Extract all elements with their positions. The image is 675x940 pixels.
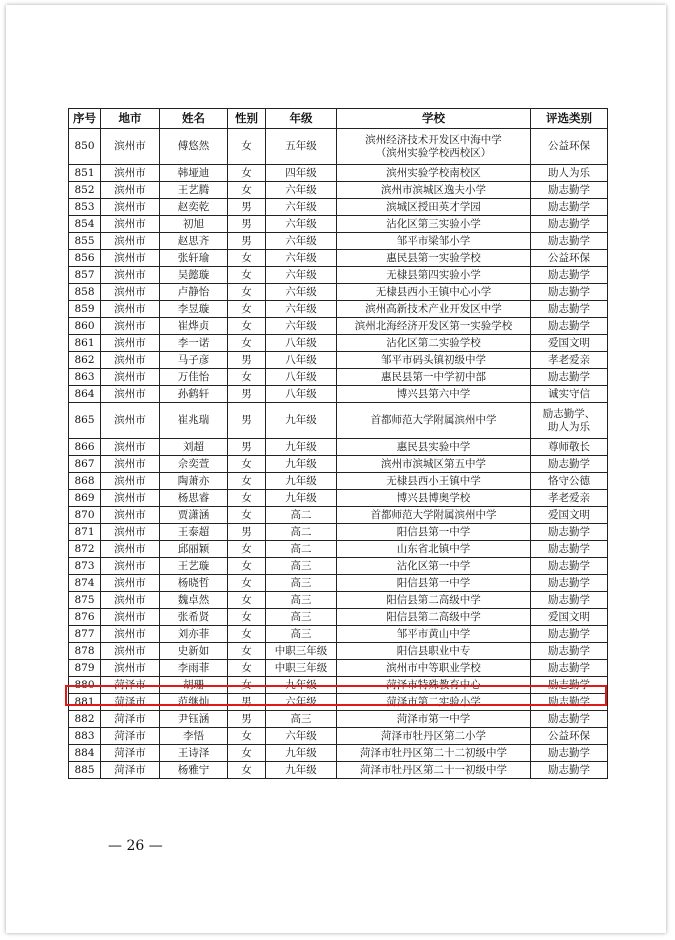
gender-cell: 女 xyxy=(228,558,266,575)
category-cell: 励志勤学 xyxy=(531,643,608,660)
city-cell: 滨州市 xyxy=(101,592,160,609)
serial-cell: 878 xyxy=(69,643,101,660)
city-cell: 滨州市 xyxy=(101,386,160,403)
table-row xyxy=(69,541,608,558)
school-cell: 博兴县博奥学校 xyxy=(337,490,531,507)
category-cell: 爱国文明 xyxy=(531,335,608,352)
table-row xyxy=(69,762,608,779)
school-cell: 邹平市码头镇初级中学 xyxy=(337,352,531,369)
school-cell: 阳信县职业中专 xyxy=(337,643,531,660)
gender-cell: 男 xyxy=(228,524,266,541)
grade-cell: 高三 xyxy=(266,575,337,592)
serial-cell: 867 xyxy=(69,456,101,473)
serial-cell: 861 xyxy=(69,335,101,352)
category-cell: 诚实守信 xyxy=(531,386,608,403)
grade-cell: 六年级 xyxy=(266,301,337,318)
city-cell: 滨州市 xyxy=(101,301,160,318)
table-row xyxy=(69,626,608,643)
serial-cell: 859 xyxy=(69,301,101,318)
gender-cell: 女 xyxy=(228,369,266,386)
gender-cell: 男 xyxy=(228,439,266,456)
header-grade: 年级 xyxy=(266,109,337,129)
table-row xyxy=(69,284,608,301)
name-cell: 刘超 xyxy=(160,439,228,456)
name-cell: 胡珊 xyxy=(160,677,228,694)
category-cell: 公益环保 xyxy=(531,728,608,745)
serial-cell: 855 xyxy=(69,233,101,250)
serial-cell: 870 xyxy=(69,507,101,524)
name-cell: 杨思睿 xyxy=(160,490,228,507)
serial-cell: 863 xyxy=(69,369,101,386)
school-cell: 邹平市黄山中学 xyxy=(337,626,531,643)
table-row xyxy=(69,745,608,762)
gender-cell: 女 xyxy=(228,660,266,677)
serial-cell: 876 xyxy=(69,609,101,626)
header-serial: 序号 xyxy=(69,109,101,129)
name-cell: 崔烨贞 xyxy=(160,318,228,335)
grade-cell: 九年级 xyxy=(266,403,337,439)
name-cell: 范继灿 xyxy=(160,694,228,711)
grade-cell: 九年级 xyxy=(266,473,337,490)
school-cell: 无棣县第四实验小学 xyxy=(337,267,531,284)
table-row xyxy=(69,129,608,165)
serial-cell: 862 xyxy=(69,352,101,369)
gender-cell: 女 xyxy=(228,318,266,335)
city-cell: 滨州市 xyxy=(101,267,160,284)
grade-cell: 八年级 xyxy=(266,352,337,369)
grade-cell: 高三 xyxy=(266,592,337,609)
school-cell: 沾化区第三实验小学 xyxy=(337,216,531,233)
school-cell: 沾化区第一中学 xyxy=(337,558,531,575)
category-cell: 励志勤学 xyxy=(531,524,608,541)
category-cell: 励志勤学 xyxy=(531,233,608,250)
serial-cell: 858 xyxy=(69,284,101,301)
gender-cell: 男 xyxy=(228,711,266,728)
gender-cell: 男 xyxy=(228,352,266,369)
grade-cell: 高二 xyxy=(266,541,337,558)
name-cell: 初旭 xyxy=(160,216,228,233)
name-cell: 卢静怡 xyxy=(160,284,228,301)
school-cell: 菏泽市牡丹区第二十一初级中学 xyxy=(337,762,531,779)
name-cell: 王泰超 xyxy=(160,524,228,541)
school-cell: 博兴县第六中学 xyxy=(337,386,531,403)
grade-cell: 六年级 xyxy=(266,267,337,284)
serial-cell: 884 xyxy=(69,745,101,762)
city-cell: 菏泽市 xyxy=(101,694,160,711)
table-row xyxy=(69,490,608,507)
city-cell: 菏泽市 xyxy=(101,728,160,745)
table-body xyxy=(69,129,608,779)
grade-cell: 中职三年级 xyxy=(266,660,337,677)
serial-cell: 882 xyxy=(69,711,101,728)
grade-cell: 八年级 xyxy=(266,335,337,352)
serial-cell: 854 xyxy=(69,216,101,233)
header-school: 学校 xyxy=(337,109,531,129)
table-row xyxy=(69,369,608,386)
table-row xyxy=(69,267,608,284)
school-cell: 滨城区授田英才学园 xyxy=(337,199,531,216)
grade-cell: 六年级 xyxy=(266,233,337,250)
grade-cell: 高三 xyxy=(266,609,337,626)
category-cell: 助人为乐 xyxy=(531,165,608,182)
category-cell: 公益环保 xyxy=(531,129,608,165)
category-cell: 励志勤学 xyxy=(531,301,608,318)
gender-cell: 女 xyxy=(228,473,266,490)
serial-cell: 852 xyxy=(69,182,101,199)
city-cell: 滨州市 xyxy=(101,609,160,626)
category-cell: 励志勤学 xyxy=(531,216,608,233)
category-cell: 励志勤学 xyxy=(531,660,608,677)
grade-cell: 六年级 xyxy=(266,216,337,233)
table-row xyxy=(69,403,608,439)
table-row xyxy=(69,711,608,728)
school-cell: 滨州市滨城区逸夫小学 xyxy=(337,182,531,199)
city-cell: 滨州市 xyxy=(101,129,160,165)
name-cell: 贾潇涵 xyxy=(160,507,228,524)
table-row xyxy=(69,473,608,490)
header-city: 地市 xyxy=(101,109,160,129)
table-row xyxy=(69,660,608,677)
city-cell: 滨州市 xyxy=(101,660,160,677)
city-cell: 滨州市 xyxy=(101,216,160,233)
school-cell: 菏泽市牡丹区第二十二初级中学 xyxy=(337,745,531,762)
page-number: — 26 — xyxy=(108,838,163,854)
school-cell: 滨州市滨城区第五中学 xyxy=(337,456,531,473)
serial-cell: 857 xyxy=(69,267,101,284)
city-cell: 滨州市 xyxy=(101,558,160,575)
table-row xyxy=(69,199,608,216)
name-cell: 万佳怡 xyxy=(160,369,228,386)
category-cell: 励志勤学 xyxy=(531,558,608,575)
school-cell: 滨州实验学校南校区 xyxy=(337,165,531,182)
gender-cell: 女 xyxy=(228,575,266,592)
name-cell: 史新如 xyxy=(160,643,228,660)
category-cell: 励志勤学 xyxy=(531,575,608,592)
school-cell: 滨州经济技术开发区中海中学 （滨州实验学校西校区） xyxy=(337,129,531,165)
category-cell: 励志勤学 xyxy=(531,182,608,199)
grade-cell: 六年级 xyxy=(266,284,337,301)
category-cell: 励志勤学 xyxy=(531,541,608,558)
city-cell: 滨州市 xyxy=(101,490,160,507)
name-cell: 傅悠然 xyxy=(160,129,228,165)
city-cell: 滨州市 xyxy=(101,473,160,490)
school-cell: 惠民县实验中学 xyxy=(337,439,531,456)
grade-cell: 六年级 xyxy=(266,250,337,267)
school-cell: 惠民县第一实验学校 xyxy=(337,250,531,267)
gender-cell: 男 xyxy=(228,403,266,439)
header-name: 姓名 xyxy=(160,109,228,129)
name-cell: 刘亦菲 xyxy=(160,626,228,643)
serial-cell: 883 xyxy=(69,728,101,745)
serial-cell: 872 xyxy=(69,541,101,558)
category-cell: 励志勤学、 助人为乐 xyxy=(531,403,608,439)
name-cell: 佘奕萱 xyxy=(160,456,228,473)
city-cell: 滨州市 xyxy=(101,541,160,558)
city-cell: 滨州市 xyxy=(101,352,160,369)
school-cell: 滨州市中等职业学校 xyxy=(337,660,531,677)
gender-cell: 女 xyxy=(228,507,266,524)
city-cell: 菏泽市 xyxy=(101,711,160,728)
grade-cell: 六年级 xyxy=(266,318,337,335)
table-row xyxy=(69,182,608,199)
category-cell: 励志勤学 xyxy=(531,369,608,386)
category-cell: 尊师敬长 xyxy=(531,439,608,456)
school-cell: 惠民县第一中学初中部 xyxy=(337,369,531,386)
serial-cell: 860 xyxy=(69,318,101,335)
school-cell: 菏泽市第二实验小学 xyxy=(337,694,531,711)
serial-cell: 885 xyxy=(69,762,101,779)
grade-cell: 高二 xyxy=(266,507,337,524)
category-cell: 励志勤学 xyxy=(531,694,608,711)
school-cell: 阳信县第一中学 xyxy=(337,524,531,541)
school-cell: 沾化区第二实验学校 xyxy=(337,335,531,352)
gender-cell: 女 xyxy=(228,129,266,165)
gender-cell: 女 xyxy=(228,728,266,745)
name-cell: 李一诺 xyxy=(160,335,228,352)
category-cell: 励志勤学 xyxy=(531,711,608,728)
city-cell: 滨州市 xyxy=(101,507,160,524)
serial-cell: 856 xyxy=(69,250,101,267)
serial-cell: 850 xyxy=(69,129,101,165)
name-cell: 杨雅宁 xyxy=(160,762,228,779)
city-cell: 滨州市 xyxy=(101,524,160,541)
serial-cell: 880 xyxy=(69,677,101,694)
table-row xyxy=(69,524,608,541)
city-cell: 滨州市 xyxy=(101,318,160,335)
gender-cell: 女 xyxy=(228,609,266,626)
grade-cell: 高三 xyxy=(266,711,337,728)
table-row xyxy=(69,558,608,575)
table-row xyxy=(69,456,608,473)
serial-cell: 881 xyxy=(69,694,101,711)
name-cell: 韩垭迪 xyxy=(160,165,228,182)
table-row xyxy=(69,165,608,182)
school-cell: 无棣县西小王镇中心小学 xyxy=(337,284,531,301)
city-cell: 滨州市 xyxy=(101,403,160,439)
grade-cell: 中职三年级 xyxy=(266,643,337,660)
school-cell: 菏泽市牡丹区第二小学 xyxy=(337,728,531,745)
serial-cell: 851 xyxy=(69,165,101,182)
name-cell: 王诗泽 xyxy=(160,745,228,762)
city-cell: 滨州市 xyxy=(101,199,160,216)
gender-cell: 女 xyxy=(228,456,266,473)
name-cell: 张希贤 xyxy=(160,609,228,626)
category-cell: 励志勤学 xyxy=(531,626,608,643)
category-cell: 恪守公德 xyxy=(531,473,608,490)
city-cell: 滨州市 xyxy=(101,369,160,386)
table-row xyxy=(69,250,608,267)
category-cell: 励志勤学 xyxy=(531,199,608,216)
city-cell: 滨州市 xyxy=(101,643,160,660)
serial-cell: 871 xyxy=(69,524,101,541)
name-cell: 崔兆瑞 xyxy=(160,403,228,439)
city-cell: 滨州市 xyxy=(101,182,160,199)
name-cell: 赵思齐 xyxy=(160,233,228,250)
serial-cell: 877 xyxy=(69,626,101,643)
school-cell: 阳信县第二高级中学 xyxy=(337,592,531,609)
grade-cell: 高二 xyxy=(266,524,337,541)
grade-cell: 六年级 xyxy=(266,199,337,216)
serial-cell: 865 xyxy=(69,403,101,439)
gender-cell: 女 xyxy=(228,643,266,660)
category-cell: 励志勤学 xyxy=(531,318,608,335)
table-row xyxy=(69,335,608,352)
name-cell: 李昱璇 xyxy=(160,301,228,318)
table-row xyxy=(69,677,608,694)
school-cell: 无棣县西小王镇中学 xyxy=(337,473,531,490)
table-row xyxy=(69,507,608,524)
category-cell: 励志勤学 xyxy=(531,592,608,609)
name-cell: 邱丽颖 xyxy=(160,541,228,558)
school-cell: 山东省北镇中学 xyxy=(337,541,531,558)
gender-cell: 女 xyxy=(228,284,266,301)
name-cell: 李雨菲 xyxy=(160,660,228,677)
grade-cell: 九年级 xyxy=(266,490,337,507)
gender-cell: 女 xyxy=(228,745,266,762)
name-cell: 王艺腾 xyxy=(160,182,228,199)
grade-cell: 六年级 xyxy=(266,694,337,711)
name-cell: 吴懿璇 xyxy=(160,267,228,284)
school-cell: 首都师范大学附属滨州中学 xyxy=(337,403,531,439)
category-cell: 孝老爱亲 xyxy=(531,490,608,507)
serial-cell: 866 xyxy=(69,439,101,456)
table-row xyxy=(69,352,608,369)
table-row xyxy=(69,216,608,233)
table-row xyxy=(69,728,608,745)
table-row xyxy=(69,301,608,318)
gender-cell: 女 xyxy=(228,165,266,182)
name-cell: 马子彦 xyxy=(160,352,228,369)
city-cell: 滨州市 xyxy=(101,165,160,182)
school-cell: 阳信县第一中学 xyxy=(337,575,531,592)
grade-cell: 九年级 xyxy=(266,745,337,762)
gender-cell: 女 xyxy=(228,182,266,199)
gender-cell: 男 xyxy=(228,386,266,403)
school-cell: 滨州北海经济开发区第一实验学校 xyxy=(337,318,531,335)
name-cell: 陶萧亦 xyxy=(160,473,228,490)
table-row xyxy=(69,386,608,403)
serial-cell: 868 xyxy=(69,473,101,490)
gender-cell: 女 xyxy=(228,626,266,643)
serial-cell: 864 xyxy=(69,386,101,403)
city-cell: 菏泽市 xyxy=(101,745,160,762)
gender-cell: 女 xyxy=(228,250,266,267)
city-cell: 滨州市 xyxy=(101,575,160,592)
grade-cell: 六年级 xyxy=(266,182,337,199)
gender-cell: 女 xyxy=(228,301,266,318)
name-cell: 赵奕乾 xyxy=(160,199,228,216)
table-row xyxy=(69,592,608,609)
category-cell: 励志勤学 xyxy=(531,284,608,301)
gender-cell: 女 xyxy=(228,490,266,507)
grade-cell: 八年级 xyxy=(266,369,337,386)
grade-cell: 六年级 xyxy=(266,728,337,745)
table-row xyxy=(69,318,608,335)
student-award-table xyxy=(68,108,608,779)
city-cell: 滨州市 xyxy=(101,626,160,643)
table-row xyxy=(69,694,608,711)
table-row xyxy=(69,439,608,456)
school-cell: 首都师范大学附属滨州中学 xyxy=(337,507,531,524)
grade-cell: 九年级 xyxy=(266,762,337,779)
school-cell: 菏泽市特殊教育中心 xyxy=(337,677,531,694)
category-cell: 孝老爱亲 xyxy=(531,352,608,369)
category-cell: 励志勤学 xyxy=(531,456,608,473)
header-gender: 性别 xyxy=(228,109,266,129)
grade-cell: 九年级 xyxy=(266,677,337,694)
name-cell: 孙鹤轩 xyxy=(160,386,228,403)
serial-cell: 879 xyxy=(69,660,101,677)
gender-cell: 女 xyxy=(228,592,266,609)
city-cell: 滨州市 xyxy=(101,456,160,473)
serial-cell: 875 xyxy=(69,592,101,609)
school-cell: 阳信县第二高级中学 xyxy=(337,609,531,626)
grade-cell: 九年级 xyxy=(266,439,337,456)
grade-cell: 高三 xyxy=(266,626,337,643)
city-cell: 滨州市 xyxy=(101,233,160,250)
category-cell: 励志勤学 xyxy=(531,762,608,779)
table-row xyxy=(69,643,608,660)
category-cell: 励志勤学 xyxy=(531,267,608,284)
gender-cell: 女 xyxy=(228,762,266,779)
city-cell: 菏泽市 xyxy=(101,762,160,779)
header-category: 评选类别 xyxy=(531,109,608,129)
gender-cell: 女 xyxy=(228,267,266,284)
grade-cell: 高三 xyxy=(266,558,337,575)
city-cell: 菏泽市 xyxy=(101,677,160,694)
name-cell: 张轩瑜 xyxy=(160,250,228,267)
table-header-row xyxy=(69,109,608,129)
name-cell: 魏卓然 xyxy=(160,592,228,609)
table-row xyxy=(69,575,608,592)
gender-cell: 女 xyxy=(228,677,266,694)
category-cell: 公益环保 xyxy=(531,250,608,267)
school-cell: 邹平市梁邹小学 xyxy=(337,233,531,250)
gender-cell: 男 xyxy=(228,233,266,250)
city-cell: 滨州市 xyxy=(101,335,160,352)
name-cell: 尹钰涵 xyxy=(160,711,228,728)
serial-cell: 853 xyxy=(69,199,101,216)
name-cell: 王艺璇 xyxy=(160,558,228,575)
gender-cell: 男 xyxy=(228,216,266,233)
grade-cell: 九年级 xyxy=(266,456,337,473)
name-cell: 杨晓哲 xyxy=(160,575,228,592)
serial-cell: 873 xyxy=(69,558,101,575)
city-cell: 滨州市 xyxy=(101,250,160,267)
city-cell: 滨州市 xyxy=(101,284,160,301)
serial-cell: 874 xyxy=(69,575,101,592)
category-cell: 爱国文明 xyxy=(531,609,608,626)
grade-cell: 四年级 xyxy=(266,165,337,182)
gender-cell: 女 xyxy=(228,335,266,352)
table-row xyxy=(69,233,608,250)
table-row xyxy=(69,609,608,626)
gender-cell: 男 xyxy=(228,694,266,711)
school-cell: 滨州高新技术产业开发区中学 xyxy=(337,301,531,318)
grade-cell: 五年级 xyxy=(266,129,337,165)
category-cell: 励志勤学 xyxy=(531,745,608,762)
grade-cell: 八年级 xyxy=(266,386,337,403)
gender-cell: 女 xyxy=(228,541,266,558)
category-cell: 励志勤学 xyxy=(531,677,608,694)
gender-cell: 男 xyxy=(228,199,266,216)
school-cell: 菏泽市第一中学 xyxy=(337,711,531,728)
serial-cell: 869 xyxy=(69,490,101,507)
name-cell: 李悟 xyxy=(160,728,228,745)
category-cell: 爱国文明 xyxy=(531,507,608,524)
city-cell: 滨州市 xyxy=(101,439,160,456)
